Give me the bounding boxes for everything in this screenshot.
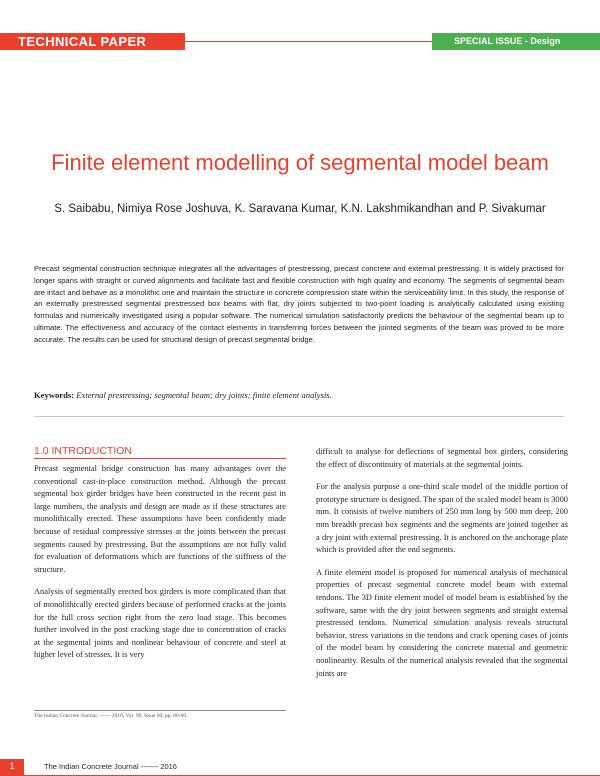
page-number: 1 (9, 761, 15, 771)
right-column (316, 446, 568, 690)
footnote: The Indian Concrete Journal, ------ 2016, Vol. 90, Issue 00, pp. 00-00. (34, 713, 188, 719)
issue-label: SPECIAL ISSUE - Design (454, 36, 561, 46)
section-label: TECHNICAL PAPER (18, 34, 147, 49)
left-column (34, 463, 286, 672)
paper-authors: S. Saibabu, Nimiya Rose Joshuva, K. Saravana Kumar, K.N. Lakshmikandhan and P. Sivakumar (54, 203, 546, 215)
page-number-box (0, 759, 24, 776)
issue-label-box (432, 33, 600, 50)
section-label-box (0, 33, 185, 50)
footer-journal: The Indian Concrete Journal ------- 2016 (44, 762, 177, 771)
keywords: Keywords: External prestressing; segmental beam; dry joints; finite element analysis. (34, 390, 332, 400)
paragraph: Precast segmental bridge construction has many advantages over the conventional cast-in-place construction method. Although the precast segmental box girder bridges have been constructed in the recent past in large numbers, the analysis and design are made as if these structures are monolithically erected. These assumptions have been confidently made because of residual compressive stresses at the joints between the precast segments caused by prestressing. But the assumptions are not fully valid for evaluation of deformations which are functions of the stiffness of the structure. (34, 464, 286, 574)
abstract-divider (34, 416, 564, 417)
section-heading-underline (34, 458, 286, 459)
keywords-label: Keywords (34, 390, 72, 400)
paper-title: Finite element modelling of segmental model beam (51, 150, 549, 175)
footnote-divider (34, 710, 286, 711)
keywords-text: External prestressing; segmental beam; dry joints; finite element analysis. (76, 390, 332, 400)
section-heading: 1.0 INTRODUCTION (34, 445, 133, 457)
paragraph: A finite element model is proposed for numerical analysis of mechanical properties of precast segmental concrete model beam with external tendons. The 3D finite element model of model beam is established by the software, same with the dry joint between segments and straight external prestressed tendons. Numerical simulation analysis reveals structural behavior, stress variations in the tendons and crack opening cases of joints of the model beam by considering the concrete material and geometric nonlinearity. Results of the numerical analysis revealed that the segmental joints are (316, 567, 568, 678)
header-divider (185, 41, 432, 42)
page-footer (0, 757, 600, 776)
top-header-bar (0, 33, 600, 50)
paragraph: For the analysis purpose a one-third scale model of the middle portion of prototype structure is designed. The span of the scaled model beam is 3000 mm. It consists of twelve numbers of 250 mm long by 500 mm deep, 200 mm breadth precast box segments and the segments are joined together as a dry joint with external prestressing. It is anchored on the anchorage plate which is provided after the end segments. (316, 482, 568, 555)
paragraph: difficult to analyse for deflections of segmental box girders, considering the effect of discontinuity of materials at the segmental joints. (316, 447, 568, 469)
abstract: Precast segmental construction technique integrates all the advantages of prestressing, precast concrete and external prestressing. It is widely practised for longer spans with straight or curved alignments and facilitate fast and flexible construction with high quality and economy. The segments of segmental beam are intact and behave as a monolithic one and maintain the structure in concrete compression state within the serviceability limit. In this study, the response of an externally prestressed segmental prestressed box beams with flat, dry joints subjected to two-point loading is analytically calculated using existing formulas and numerically investigated using a popular software. The numerical simulation satisfactorily predicts the behaviour of the segmental beam up to ultimate. The effectiveness and accuracy of the contact elements in transferring forces between the jointed segments of the beam was proved to be more accurate. The results can be used for structural design of precast segmental bridge. (34, 264, 564, 344)
paragraph: Analysis of segmentally erected box girders is more complicated than that of monolithically erected girders because of performed cracks at the joints for the full cross section right from the zero load stage. This becomes further involved in the post cracking stage due to concentration of cracks at the segmental joints and nonlinear behaviour of concrete and steel at higher level of stresses. It is very (34, 587, 286, 660)
